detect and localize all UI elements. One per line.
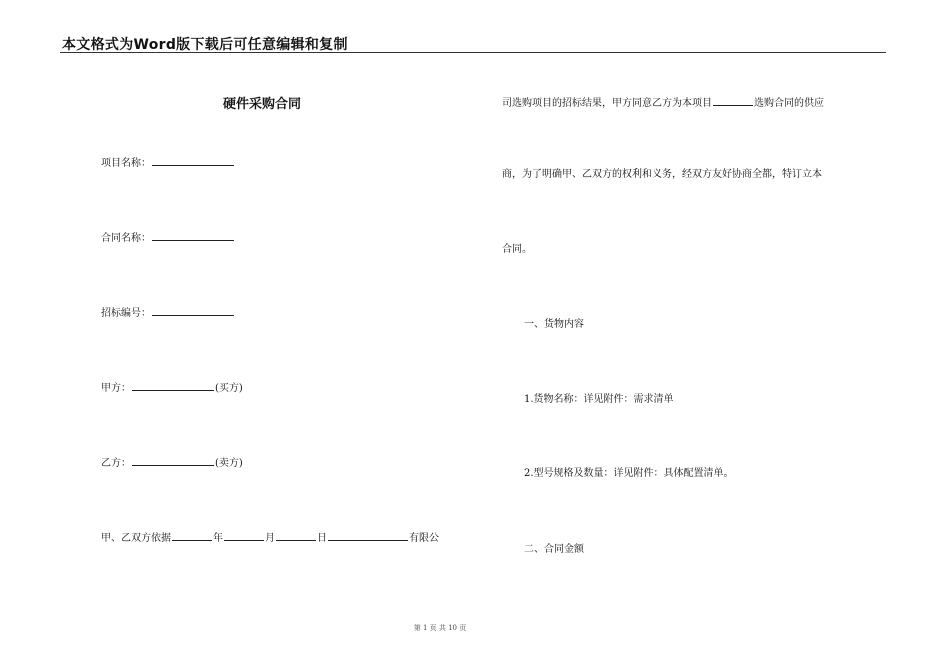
paragraph-1-text-a: 司选购项目的招标结果，甲方同意乙方为本项目 (502, 98, 712, 109)
party-b-label: 乙方： (101, 458, 131, 469)
header-text: 本文格式为Word版下载后可任意编辑和复制 (62, 37, 348, 53)
project-name-field (101, 154, 235, 171)
party-a-role: (买方) (215, 383, 243, 394)
paragraph-line-2: 商，为了明确甲、乙双方的权利和义务，经双方友好协商全都，特订立本 (502, 169, 822, 180)
party-b-blank (132, 454, 214, 466)
day-blank (276, 529, 316, 541)
basis-suffix: 有限公 (409, 533, 439, 544)
contract-name-field (101, 229, 235, 246)
bid-number-field (101, 304, 235, 321)
party-b-role: (卖方) (215, 458, 243, 469)
project-name-label: 项目名称： (101, 158, 151, 169)
contract-name-label: 合同名称： (101, 233, 151, 244)
basis-line (101, 529, 439, 546)
day-label: 日 (317, 533, 327, 544)
paragraph-line-3: 合同。 (502, 244, 532, 255)
year-label: 年 (213, 533, 223, 544)
month-blank (224, 529, 264, 541)
project-blank (713, 94, 753, 106)
contract-name-blank (152, 229, 234, 241)
bid-number-blank (152, 304, 234, 316)
page-number: 第 1 页 共 10 页 (413, 624, 467, 632)
project-name-blank (152, 154, 234, 166)
company-blank (328, 529, 408, 541)
paragraph-1-text-b: 选购合同的供应 (754, 98, 824, 109)
bid-number-label: 招标编号： (101, 308, 151, 319)
party-a-label: 甲方： (101, 383, 131, 394)
month-label: 月 (265, 533, 275, 544)
section-heading-amount: 二、合同金额 (524, 544, 584, 555)
paragraph-line-1 (502, 94, 824, 111)
section-heading-goods: 一、货物内容 (524, 319, 584, 330)
basis-prefix: 甲、乙双方依据 (101, 533, 171, 544)
goods-item-2: 2.型号规格及数量：详见附件：具体配置清单。 (524, 468, 734, 479)
party-a-field (101, 379, 243, 396)
goods-item-1: 1.货物名称：详见附件：需求清单 (524, 394, 674, 405)
party-b-field (101, 454, 243, 471)
document-title: 硬件采购合同 (222, 97, 301, 112)
party-a-blank (132, 379, 214, 391)
year-blank (172, 529, 212, 541)
header-divider (60, 52, 886, 53)
